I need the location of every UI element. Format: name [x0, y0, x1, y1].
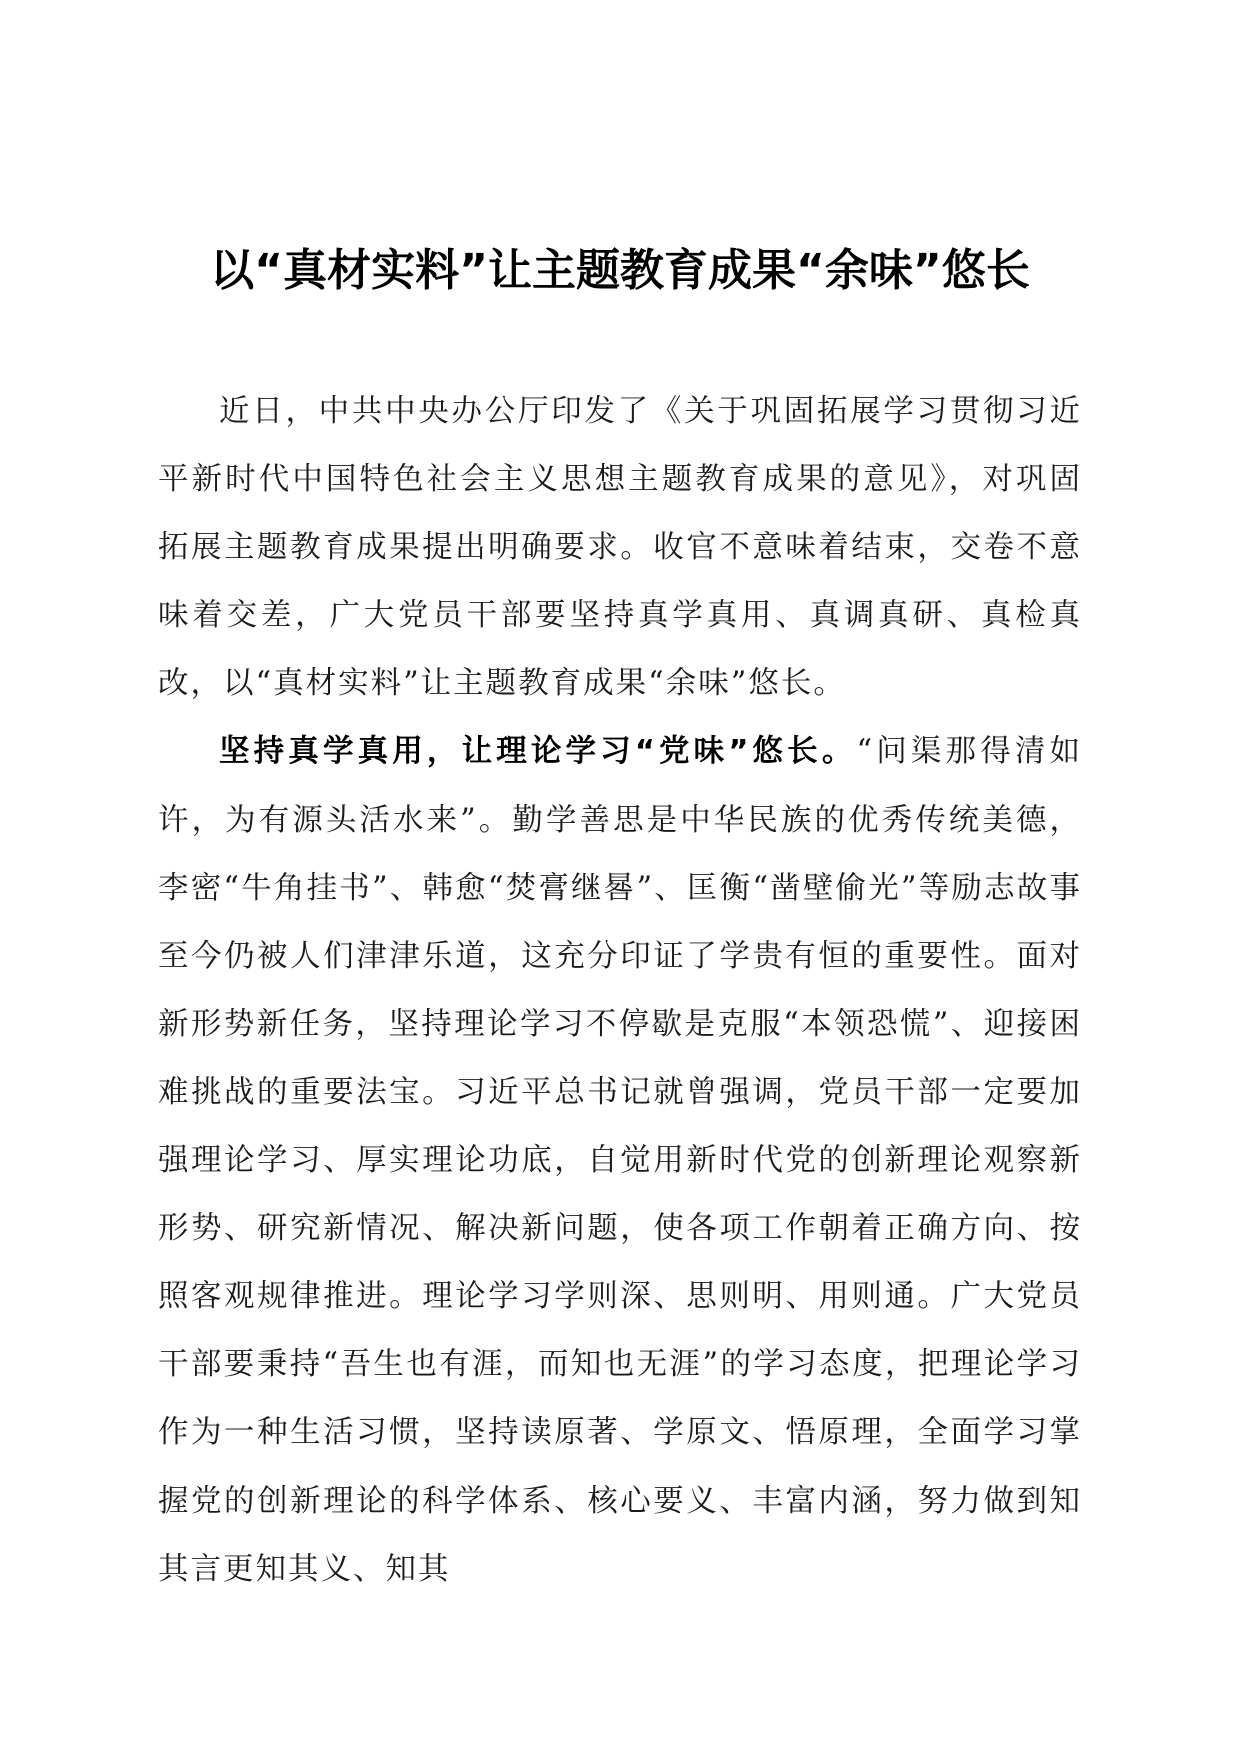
document-title: 以“真材实料”让主题教育成果“余味”悠长	[210, 245, 1030, 296]
paragraph-intro	[158, 378, 1082, 718]
document-body	[158, 378, 1082, 1604]
paragraph-study	[158, 718, 1082, 1603]
paragraph-intro-text: 近日，中共中央办公厅印发了《关于巩固拓展学习贯彻习近平新时代中国特色社会主义思想主题教育成果的意见》，对巩固拓展主题教育成果提出明确要求。收官不意味着结束，交卷不意味着交差，广大党员干部要坚持真学真用、真调真研、真检真改，以“真材实料”让主题教育成果“余味”悠长。	[158, 394, 1082, 702]
paragraph-study-heading: 坚持真学真用，让理论学习“党味”悠长。	[219, 734, 857, 770]
paragraph-study-text: “问渠那得清如许，为有源头活水来”。勤学善思是中华民族的优秀传统美德，李密“牛角挂书”、韩愈“焚膏继晷”、匡衡“凿壁偷光”等励志故事至今仍被人们津津乐道，这充分印证了学贵有恒的重要性。面对新形势新任务，坚持理论学习不停歇是克服“本领恐慌”、迎接困难挑战的重要法宝。习近平总书记就曾强调，党员干部一定要加强理论学习、厚实理论功底，自觉用新时代党的创新理论观察新形势、研究新情况、解决新问题，使各项工作朝着正确方向、按照客观规律推进。理论学习学则深、思则明、用则通。广大党员干部要秉持“吾生也有涯，而知也无涯”的学习态度，把理论学习作为一种生活习惯，坚持读原著、学原文、悟原理，全面学习掌握党的创新理论的科学体系、核心要义、丰富内涵，努力做到知其言更知其义、知其	[158, 734, 1083, 1587]
